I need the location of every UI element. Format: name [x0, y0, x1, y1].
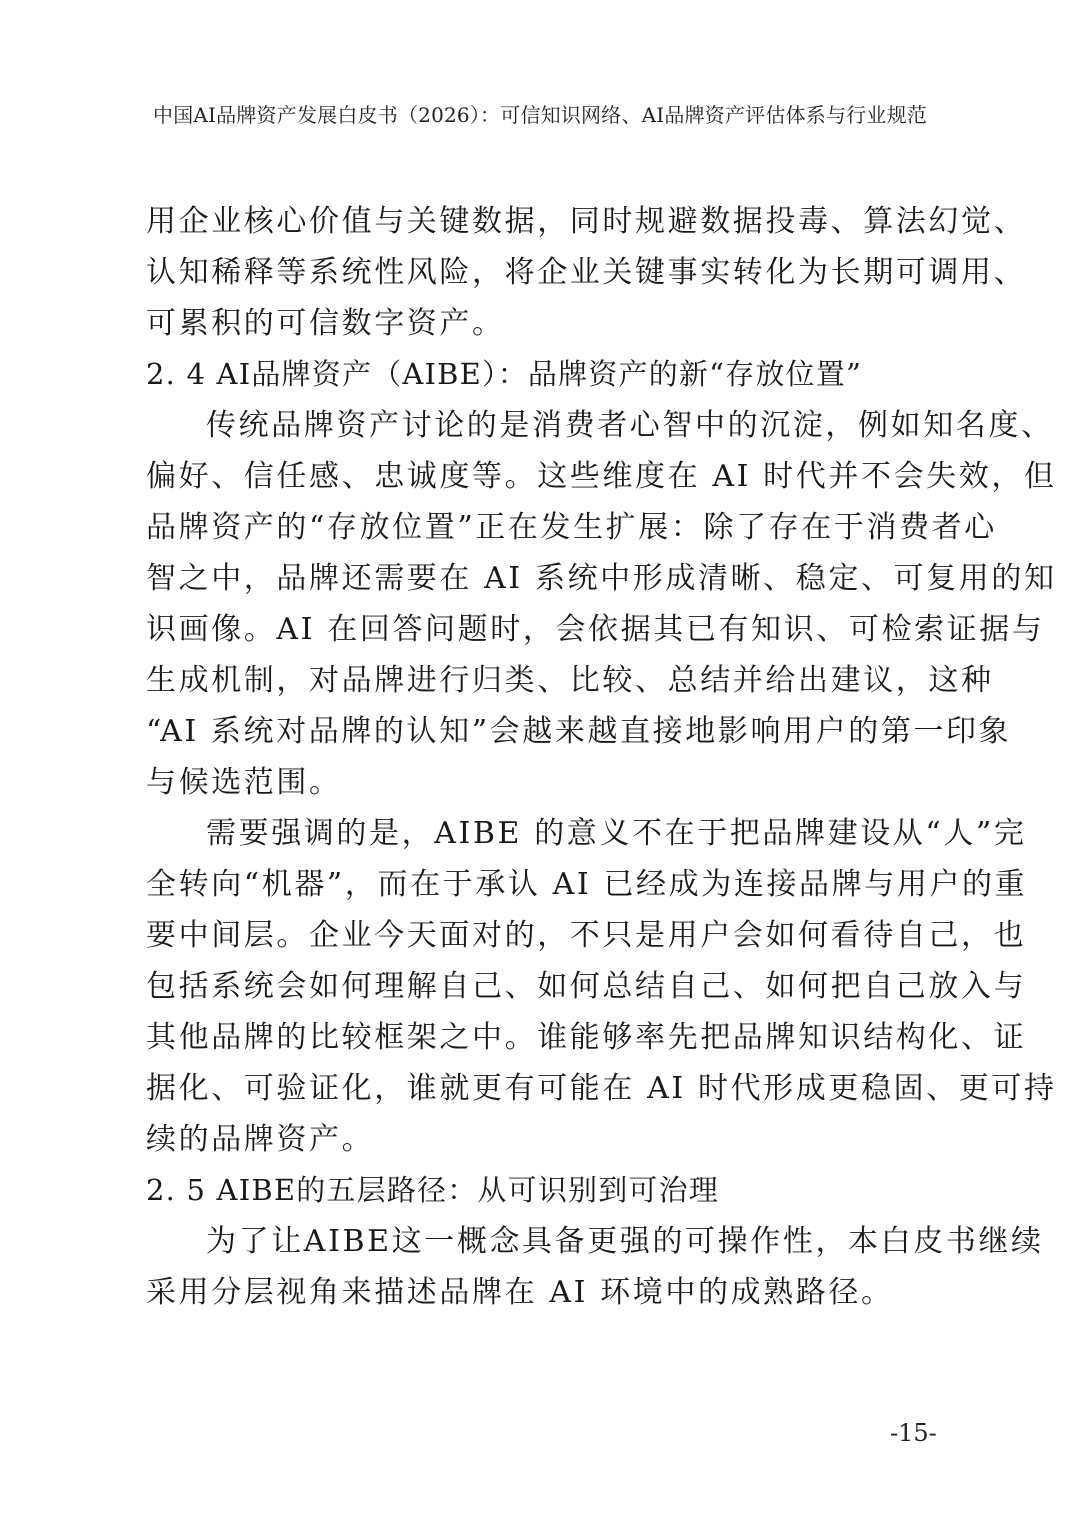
section-heading-2-5: 2. 5 AIBE的五层路径：从可识别到可治理: [146, 1173, 720, 1207]
section-heading-2-4: 2. 4 AI品牌资产（AIBE）：品牌资产的新“存放位置”: [146, 357, 862, 391]
text-line: 全转向“机器”，而在于承认 AI 已经成为连接品牌与用户的重: [146, 867, 1028, 902]
text-line: 生成机制，对品牌进行归类、比较、总结并给出建议，这种: [146, 663, 994, 698]
text-line: 品牌资产的“存放位置”正在发生扩展：除了存在于消费者心: [146, 510, 997, 545]
text-line: 认知稀释等系统性风险，将企业关键事实转化为长期可调用、: [146, 255, 1027, 290]
text-line: “AI 系统对品牌的认知”会越来越直接地影响用户的第一印象: [146, 714, 1012, 749]
running-header: 中国AI品牌资产发展白皮书（2026）：可信知识网络、AI品牌资产评估体系与行业规范: [153, 103, 927, 127]
paragraph-first-line: 传统品牌资产讨论的是消费者心智中的沉淀，例如知名度、: [206, 408, 1054, 443]
text-line: 续的品牌资产。: [146, 1122, 375, 1157]
text-line: 用企业核心价值与关键数据，同时规避数据投毒、算法幻觉、: [146, 204, 1027, 239]
text-line: 偏好、信任感、忠诚度等。这些维度在 AI 时代并不会失效，但: [146, 459, 1057, 494]
text-line: 可累积的可信数字资产。: [146, 306, 505, 341]
paragraph-first-line: 需要强调的是，AIBE 的意义不在于把品牌建设从“人”完: [206, 816, 1027, 851]
text-line: 其他品牌的比较框架之中。谁能够率先把品牌知识结构化、证: [146, 1020, 1027, 1055]
body-text: [146, 196, 1057, 1318]
text-line: 智之中，品牌还需要在 AI 系统中形成清晰、稳定、可复用的知: [146, 561, 1057, 596]
text-line: 要中间层。企业今天面对的，不只是用户会如何看待自己，也: [146, 918, 1027, 953]
text-line: 与候选范围。: [146, 765, 342, 800]
paragraph-first-line: 为了让AIBE这一概念具备更强的可操作性，本白皮书继续: [206, 1224, 1044, 1259]
text-line: 包括系统会如何理解自己、如何总结自己、如何把自己放入与: [146, 969, 1027, 1004]
page-number: -15-: [890, 1419, 937, 1447]
text-line: 采用分层视角来描述品牌在 AI 环境中的成熟路径。: [146, 1275, 894, 1310]
text-line: 据化、可验证化，谁就更有可能在 AI 时代形成更稳固、更可持: [146, 1071, 1057, 1106]
text-line: 识画像。AI 在回答问题时，会依据其已有知识、可检索证据与: [146, 612, 1045, 647]
